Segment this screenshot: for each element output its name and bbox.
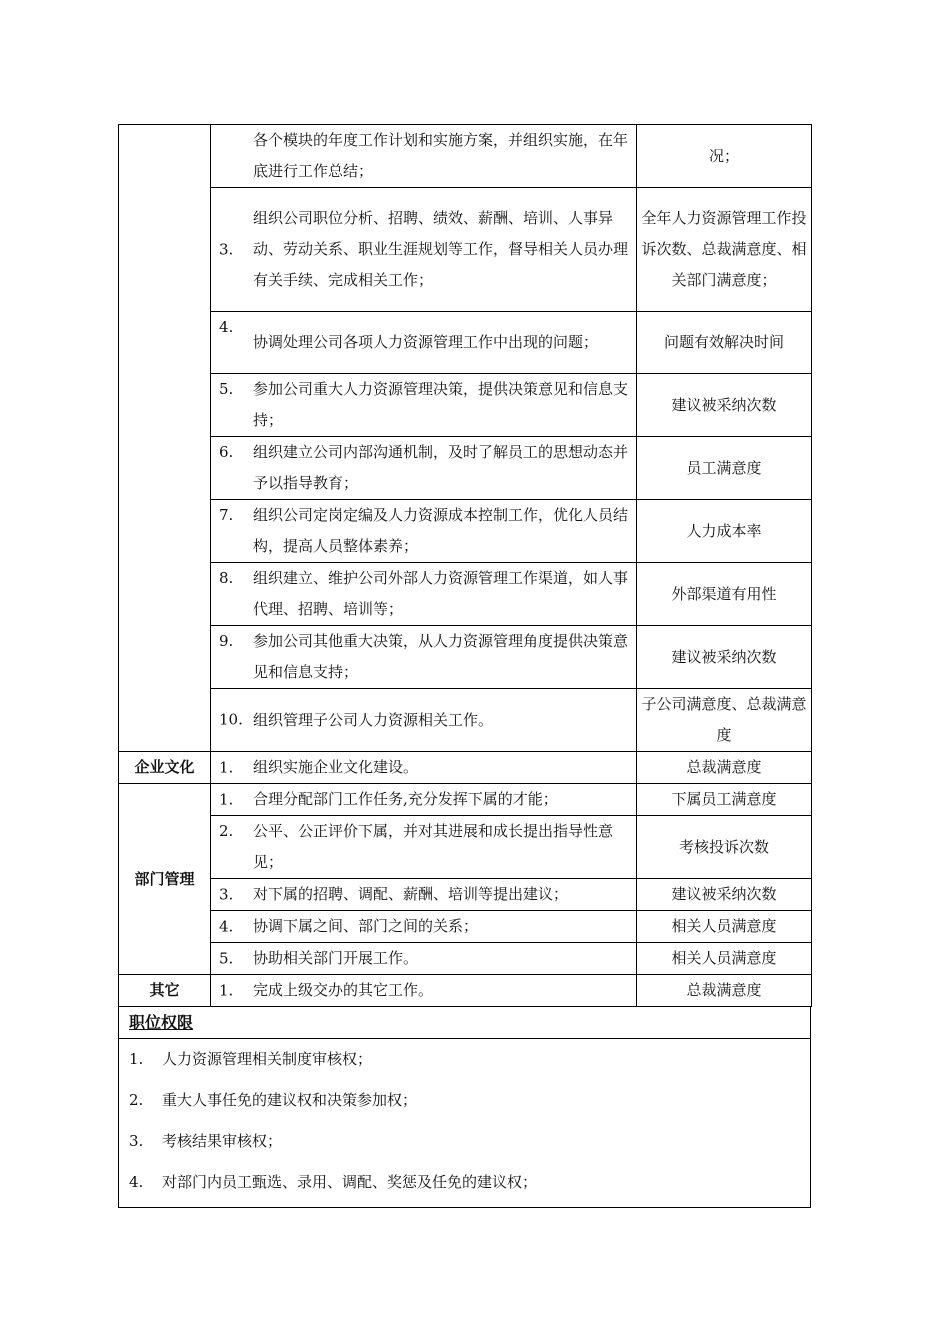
list-item: [119, 1080, 810, 1121]
authority-heading: 职位权限: [119, 1007, 810, 1039]
kpi-cell: 子公司满意度、总裁满意度: [637, 689, 812, 752]
authority-number: 2.: [129, 1091, 144, 1109]
authority-section: [118, 1007, 811, 1208]
authority-text: 重大人事任免的建议权和决策参加权；: [162, 1091, 418, 1109]
kpi-cell: 总裁满意度: [637, 975, 812, 1007]
task-number: 5.: [219, 949, 234, 967]
category-culture: 企业文化: [119, 752, 211, 784]
task-cell: [211, 911, 637, 943]
task-text: 组织公司定岗定编及人力资源成本控制工作，优化人员结构，提高人员整体素养；: [253, 506, 629, 555]
document-page: [118, 124, 811, 1208]
task-number: 10.: [219, 710, 243, 729]
kpi-cell: 相关人员满意度: [637, 911, 812, 943]
table-row: [119, 752, 812, 784]
task-number: 3.: [219, 240, 234, 258]
kpi-cell: 总裁满意度: [637, 752, 812, 784]
task-number: 4.: [219, 318, 234, 336]
task-number: 8.: [219, 569, 234, 587]
task-cell: [211, 500, 637, 563]
authority-text: 人力资源管理相关制度审核权；: [162, 1050, 373, 1068]
task-number: 1.: [219, 758, 234, 776]
task-number: 4.: [219, 917, 234, 935]
kpi-cell: 外部渠道有用性: [637, 563, 812, 626]
category-cell-empty: [119, 125, 211, 752]
task-text: 参加公司其他重大决策，从人力资源管理角度提供决策意见和信息支持；: [253, 632, 629, 681]
table-row: [119, 879, 812, 911]
task-cell: [211, 563, 637, 626]
duties-table: [118, 124, 812, 1007]
task-number: 5.: [219, 380, 234, 398]
task-cell: [211, 374, 637, 437]
kpi-cell: 考核投诉次数: [637, 816, 812, 879]
kpi-cell: 相关人员满意度: [637, 943, 812, 975]
table-row: [119, 975, 812, 1007]
table-row: [119, 188, 812, 312]
authority-list: [119, 1039, 810, 1207]
task-number: 1.: [219, 790, 234, 808]
category-other: 其它: [119, 975, 211, 1007]
kpi-cell: 人力成本率: [637, 500, 812, 563]
task-cell: [211, 626, 637, 689]
task-text: 公平、公正评价下属，并对其进展和成长提出指导性意见；: [253, 822, 614, 871]
task-cell: [211, 784, 637, 816]
task-cell: [211, 816, 637, 879]
category-dept-management: 部门管理: [119, 784, 211, 975]
kpi-cell: 问题有效解决时间: [637, 312, 812, 374]
task-text: 组织管理子公司人力资源相关工作。: [253, 710, 494, 729]
table-row: [119, 563, 812, 626]
list-item: [119, 1039, 810, 1080]
authority-text: 对部门内员工甄选、录用、调配、奖惩及任免的建议权；: [162, 1173, 538, 1191]
task-cell: [211, 943, 637, 975]
table-row: [119, 784, 812, 816]
list-item: [119, 1162, 810, 1203]
kpi-cell: 建议被采纳次数: [637, 879, 812, 911]
task-text: 完成上级交办的其它工作。: [253, 981, 434, 999]
task-cell: [211, 752, 637, 784]
task-cell: [211, 125, 637, 188]
table-row: [119, 437, 812, 500]
task-text: 组织公司职位分析、招聘、绩效、薪酬、培训、人事异动、劳动关系、职业生涯规划等工作，督导相关人员办理有关手续、完成相关工作；: [253, 209, 629, 289]
task-text: 协助相关部门开展工作。: [253, 949, 419, 967]
task-text: 各个模块的年度工作计划和实施方案，并组织实施，在年底进行工作总结；: [253, 131, 629, 180]
task-cell: [211, 188, 637, 312]
list-item: [119, 1121, 810, 1162]
table-row: [119, 816, 812, 879]
authority-number: 3.: [129, 1132, 144, 1150]
task-number: 2.: [219, 822, 234, 840]
table-row: [119, 943, 812, 975]
table-row: [119, 125, 812, 188]
table-row: [119, 312, 812, 374]
task-text: 对下属的招聘、调配、薪酬、培训等提出建议；: [253, 885, 569, 903]
kpi-cell: 员工满意度: [637, 437, 812, 500]
task-text: 协调处理公司各项人力资源管理工作中出现的问题；: [253, 333, 599, 351]
kpi-cell: 建议被采纳次数: [637, 374, 812, 437]
task-number: 1.: [219, 981, 234, 999]
table-row: [119, 626, 812, 689]
task-text: 协调下属之间、部门之间的关系；: [253, 917, 479, 935]
task-cell: [211, 312, 637, 374]
task-cell: [211, 437, 637, 500]
table-row: [119, 374, 812, 437]
task-text: 组织建立公司内部沟通机制，及时了解员工的思想动态并予以指导教育；: [253, 443, 629, 492]
task-cell: [211, 689, 637, 752]
authority-text: 考核结果审核权；: [162, 1132, 283, 1150]
authority-number: 4.: [129, 1173, 144, 1191]
table-row: [119, 911, 812, 943]
authority-number: 1.: [129, 1050, 144, 1068]
table-row: [119, 500, 812, 563]
task-number: 6.: [219, 443, 234, 461]
task-text: 合理分配部门工作任务,充分发挥下属的才能；: [253, 790, 558, 808]
task-cell: [211, 879, 637, 911]
task-text: 组织建立、维护公司外部人力资源管理工作渠道，如人事代理、招聘、培训等；: [253, 569, 629, 618]
task-cell: [211, 975, 637, 1007]
task-text: 组织实施企业文化建设。: [253, 758, 419, 776]
kpi-cell: 况；: [637, 125, 812, 188]
table-row: [119, 689, 812, 752]
task-text: 参加公司重大人力资源管理决策，提供决策意见和信息支持；: [253, 380, 629, 429]
task-number: 3.: [219, 885, 234, 903]
task-number: 7.: [219, 506, 234, 524]
task-number: 9.: [219, 632, 234, 650]
kpi-cell: 建议被采纳次数: [637, 626, 812, 689]
kpi-cell: 全年人力资源管理工作投诉次数、总裁满意度、相关部门满意度；: [637, 188, 812, 312]
kpi-cell: 下属员工满意度: [637, 784, 812, 816]
